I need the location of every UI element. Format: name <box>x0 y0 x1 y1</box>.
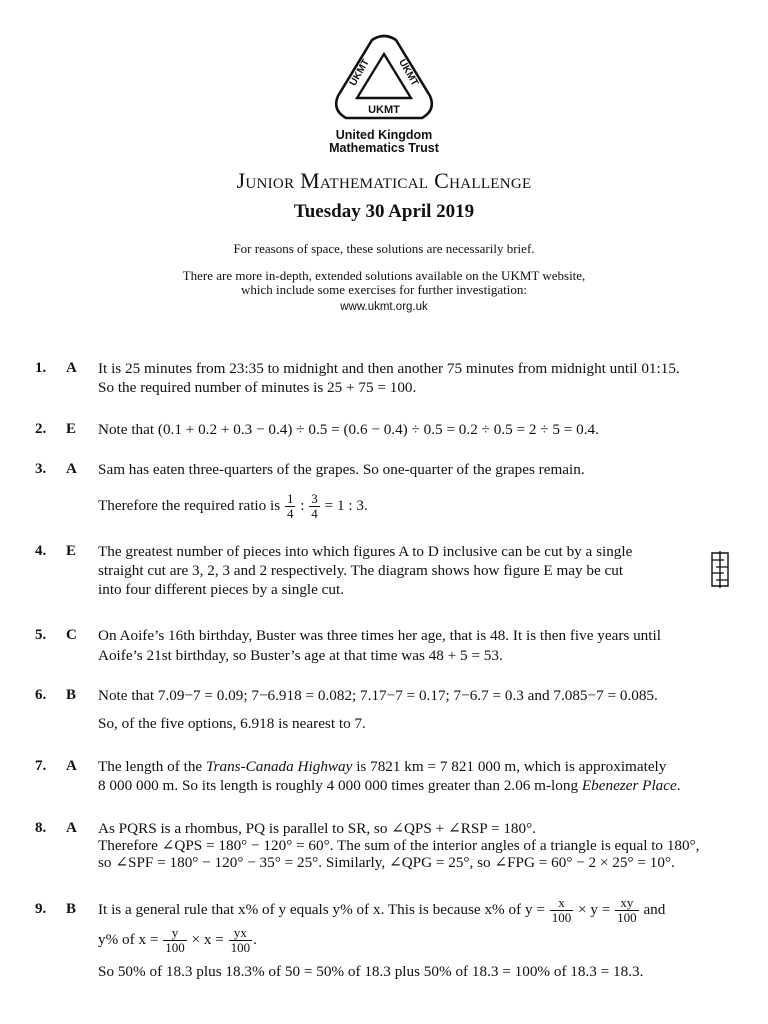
page-title: Junior Mathematical Challenge <box>236 168 532 193</box>
solution-text: So the required number of minutes is 25 + 75 = 100. <box>98 379 417 396</box>
question-answer: B <box>66 901 77 917</box>
question-answer: E <box>66 421 77 437</box>
question-answer: B <box>66 687 77 703</box>
website-url[interactable]: www.ukmt.org.uk <box>340 301 428 313</box>
solution-text: Aoife’s 21st birthday, so Buster’s age at that time was 48 + 5 = 53. <box>98 647 503 664</box>
note-line3: which include some exercises for further investigation: <box>241 282 527 297</box>
ukmt-logo <box>332 34 436 124</box>
question-number: 7. <box>35 758 47 774</box>
fraction: $\frac{yx}{100}$ <box>230 925 251 956</box>
solution-text: 8 000 000 m. So its length is roughly 4 000 000 times greater than 2.06 m-long Ebenezer Place. <box>98 777 681 794</box>
note-line2: There are more in-depth, extended solutions available on the UKMT website, <box>182 268 586 283</box>
solution-text: On Aoife’s 16th birthday, Buster was three times her age, that is 48. It is then five years until <box>98 627 661 644</box>
question-number: 4. <box>35 543 47 559</box>
question-number: 2. <box>35 421 47 437</box>
figure-e-diagram <box>709 551 731 588</box>
fraction: $\frac{x}{100}$ <box>551 895 572 926</box>
fraction: $\frac{xy}{100}$ <box>617 895 637 926</box>
question-answer: A <box>66 758 77 774</box>
question-number: 1. <box>35 360 47 376</box>
org-name-line2: Mathematics Trust <box>329 141 439 155</box>
question-number: 3. <box>35 461 47 477</box>
solution-text: into four different pieces by a single cut. <box>98 581 345 598</box>
ratio-line: Therefore the required ratio is $\frac{1}{4}$ : $\frac{3}{4}$ = 1 : 3. <box>98 491 368 522</box>
question-answer: A <box>66 461 77 477</box>
question-answer: C <box>66 627 77 643</box>
question-answer: A <box>66 360 77 376</box>
solution-text: so ∠SPF = 180° − 120° − 35° = 25°. Similarly, ∠QPG = 25°, so ∠FPG = 60° − 2 × 25° = 10°. <box>98 854 675 871</box>
question-number: 6. <box>35 687 47 703</box>
solution-text: straight cut are 3, 2, 3 and 2 respectively. The diagram shows how figure E may be cut <box>98 562 624 579</box>
solution-text: y% of x = $\frac{y}{100}$ × x = $\frac{yx}{100}$ . <box>98 925 257 956</box>
solution-text: The length of the Trans-Canada Highway is 7821 km = 7 821 000 m, which is approximately <box>98 758 667 775</box>
fraction: $\frac{y}{100}$ <box>165 925 185 956</box>
question-number: 8. <box>35 820 47 836</box>
svg-text:UKMT: UKMT <box>396 57 421 89</box>
solution-text: Therefore ∠QPS = 180° − 120° = 60°. The sum of the interior angles of a triangle is equal to 180°, <box>98 837 700 854</box>
solution-text: Note that (0.1 + 0.2 + 0.3 − 0.4) ÷ 0.5 = (0.6 − 0.4) ÷ 0.5 = 0.2 ÷ 0.5 = 2 ÷ 5 = 0.4. <box>98 421 599 438</box>
fraction: $\frac{3}{4}$ <box>311 491 318 522</box>
solution-text: So, of the five options, 6.918 is nearest to 7. <box>98 715 366 732</box>
solution-text: Sam has eaten three-quarters of the grapes. So one-quarter of the grapes remain. <box>98 461 585 478</box>
solution-text: It is a general rule that x% of y equals y% of x. This is because x% of y = $\frac{x}{100}$ × y = $\frac{xy}{100}$ and <box>98 895 666 926</box>
fraction: $\frac{1}{4}$ <box>286 491 294 522</box>
exam-date: Tuesday 30 April 2019 <box>293 201 475 222</box>
question-answer: E <box>66 543 77 559</box>
solution-text: As PQRS is a rhombus, PQ is parallel to SR, so ∠QPS + ∠RSP = 180°. <box>98 820 536 837</box>
question-number: 5. <box>35 627 47 643</box>
note-line1: For reasons of space, these solutions are necessarily brief. <box>233 241 535 256</box>
solution-text: It is 25 minutes from 23:35 to midnight and then another 75 minutes from midnight until 01:15. <box>98 360 680 377</box>
solution-text: So 50% of 18.3 plus 18.3% of 50 = 50% of 18.3 plus 50% of 18.3 = 100% of 18.3 = 18.3. <box>98 963 644 980</box>
solution-text: Note that 7.09−7 = 0.09; 7−6.918 = 0.082; 7.17−7 = 0.17; 7−6.7 = 0.3 and 7.085−7 = 0.085. <box>98 687 658 704</box>
solution-text: The greatest number of pieces into which figures A to D inclusive can be cut by a single <box>98 543 633 560</box>
question-answer: A <box>66 820 77 836</box>
svg-text:UKMT: UKMT <box>347 57 372 89</box>
question-number: 9. <box>35 901 47 917</box>
org-name-line1: United Kingdom <box>335 128 433 142</box>
logo-text: UKMT <box>368 104 400 116</box>
